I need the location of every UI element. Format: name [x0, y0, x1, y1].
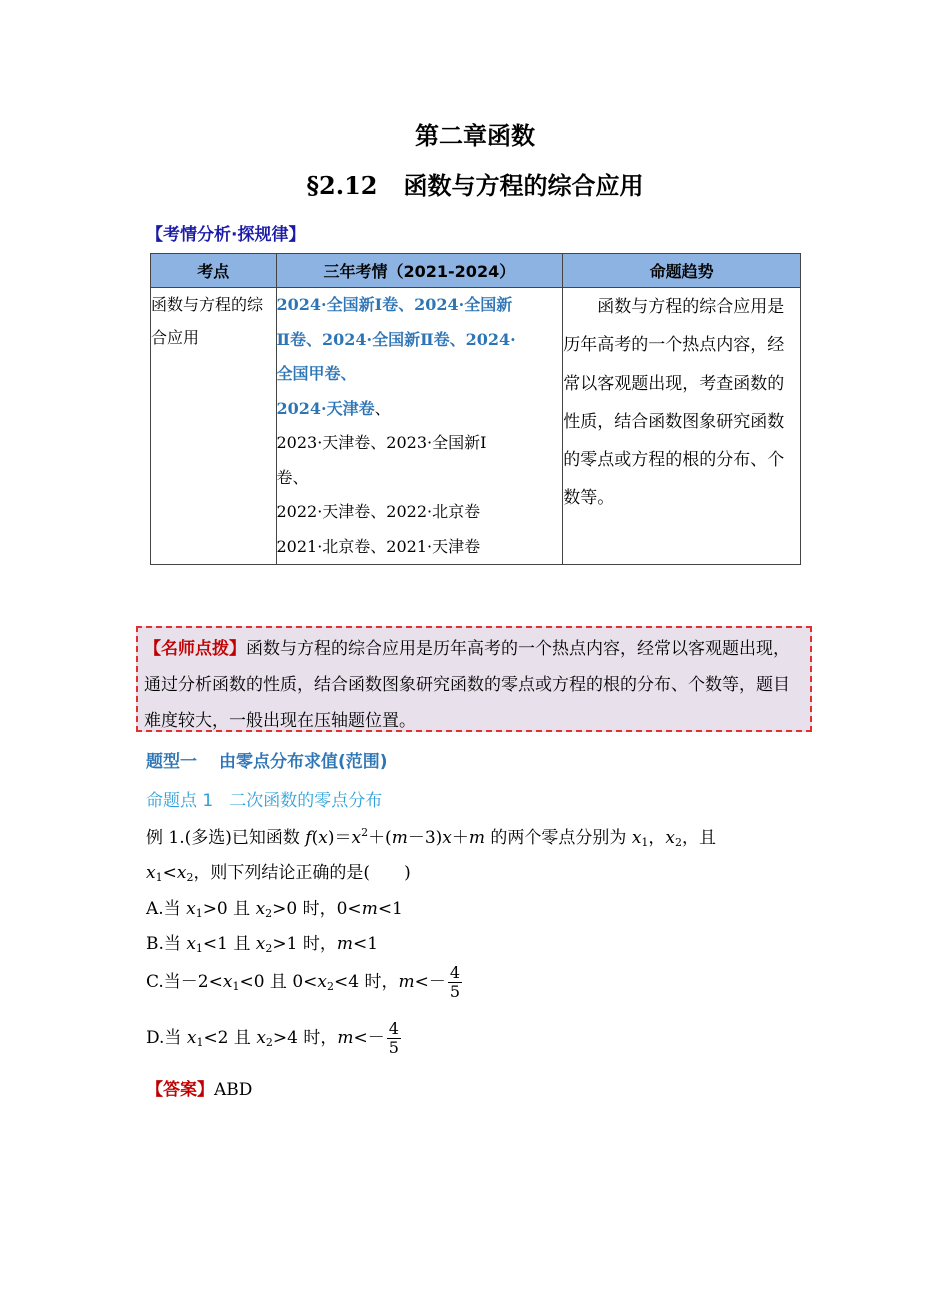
- analysis-label: 【考情分析·探规律】: [146, 225, 306, 245]
- section-number: §2.12: [306, 171, 378, 200]
- exam-line: 2024·全国新Ⅰ卷、2024·全国新: [276, 295, 513, 314]
- exam-line: 全国甲卷、: [276, 364, 357, 383]
- trend-cell: [563, 288, 801, 565]
- column-header-exams: 三年考情（2021-2024）: [276, 254, 563, 288]
- answer-label: 【答案】: [146, 1080, 214, 1100]
- column-header-topic: 考点: [151, 254, 277, 288]
- teacher-tip-box: [136, 626, 812, 732]
- example-question-line-2: $x_1<x_2$，则下列结论正确的是( ): [146, 863, 411, 884]
- fraction: $\frac{4}{5}$: [449, 963, 461, 1001]
- tip-text: 函数与方程的综合应用是历年高考的一个热点内容，经常以客观题出现，通过分析函数的性质，结合函数图象研究函数的零点或方程的根的分布、个数等，题目难度较大，一般出现在压轴题位置。: [144, 639, 790, 731]
- analysis-table: [150, 253, 801, 565]
- table-header-row: [151, 254, 801, 288]
- option-b: B.当 $x_1<1$ 且 $x_2>1$ 时，m<1: [146, 934, 379, 955]
- option-c: C.当$-2<x_1<0$ 且 $0<x_2<4$ 时，m<－ $\frac{4}{5}$: [146, 963, 461, 1001]
- trend-text: 函数与方程的综合应用是历年高考的一个热点内容，经常以客观题出现，考查函数的性质，结合函数图象研究函数的零点或方程的根的分布、个数等。: [563, 297, 785, 509]
- tip-label: 【名师点拨】: [144, 639, 246, 659]
- column-header-trend: 命题趋势: [563, 254, 801, 288]
- exams-cell: [276, 288, 563, 565]
- exam-line: Ⅱ卷、2024·全国新Ⅱ卷、2024·: [276, 329, 516, 349]
- option-d: D.当 $x_1<2$ 且 $x_2>4$ 时，m<－ $\frac{4}{5}$: [146, 1019, 399, 1057]
- problem-type-title: 题型一 由零点分布求值(范围): [146, 752, 388, 772]
- exam-line: 2024·天津卷、: [276, 398, 391, 418]
- fraction: $\frac{4}{5}$: [388, 1019, 399, 1057]
- exam-line: 2022·天津卷、2022·北京卷: [276, 502, 481, 521]
- exam-line: 2021·北京卷、2021·天津卷: [276, 536, 481, 556]
- exam-line: 卷、: [276, 467, 309, 487]
- example-question-line-1: 例 1.(多选)已知函数 $f(x)=x^2+(m-3)x+m$ 的两个零点分别为 $x_1$，$x_2$，且: [146, 826, 716, 849]
- answer-line: [146, 1075, 252, 1100]
- option-a: A.当 $x_1>0$ 且 $x_2>0$ 时，0<m<1: [146, 899, 403, 920]
- exam-line: 2023·天津卷、2023·全国新Ⅰ: [276, 433, 487, 452]
- chapter-title: 第二章函数: [415, 121, 535, 150]
- table-row: [151, 288, 801, 565]
- section-name: 函数与方程的综合应用: [403, 171, 644, 200]
- topic-cell: 函数与方程的综合应用: [151, 288, 277, 565]
- answer-value: ABD: [214, 1080, 253, 1100]
- sub-point-title: 命题点 1 二次函数的零点分布: [146, 791, 383, 811]
- section-title: [0, 166, 950, 201]
